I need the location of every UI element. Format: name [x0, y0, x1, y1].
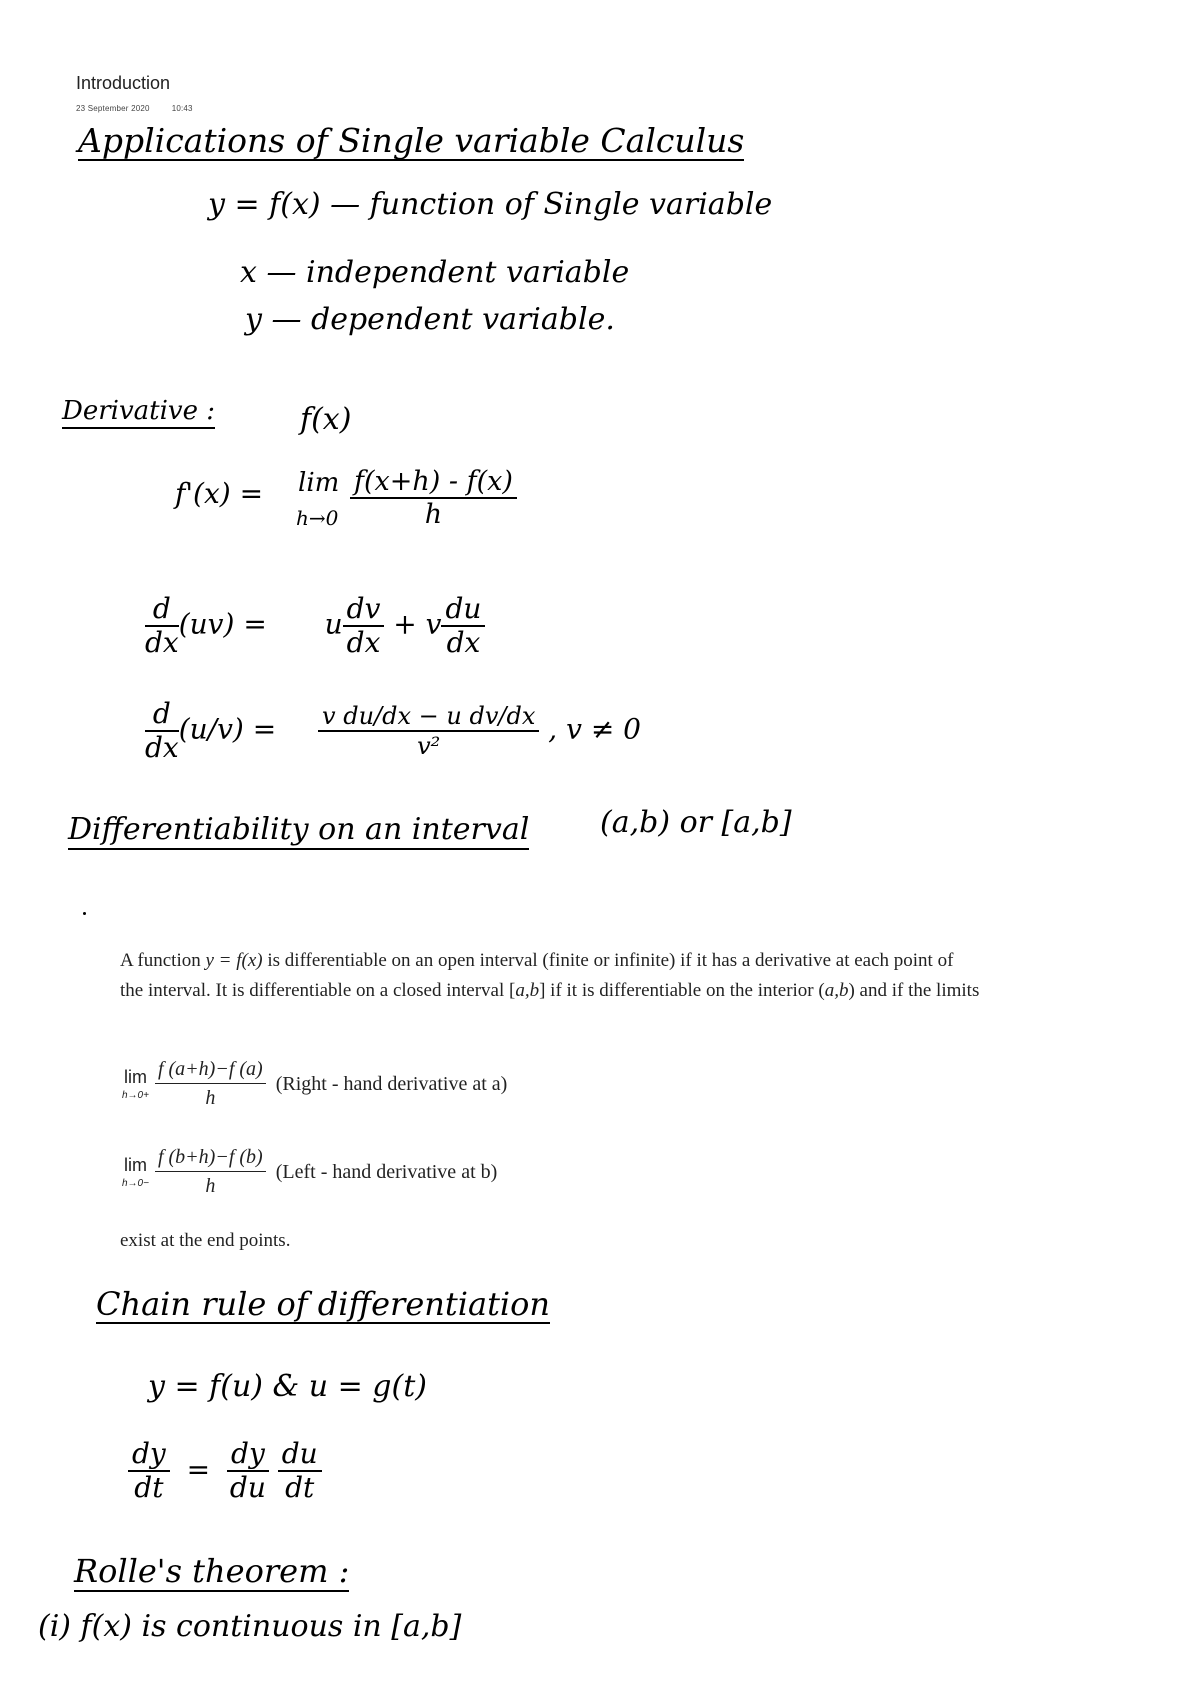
right-limit-subscript: h→0+: [122, 1090, 149, 1101]
limit-subscript: h→0: [296, 506, 339, 530]
product-dv: dv: [343, 595, 385, 627]
dependent-variable-note: y — dependent variable.: [245, 302, 615, 337]
product-u: u: [324, 607, 343, 641]
left-denominator: h: [205, 1175, 216, 1197]
right-hand-derivative: lim h→0+ $\frac{f (a+h)-f (a)}{h}$ (Right - hand derivative at a): [122, 1058, 508, 1109]
quotient-condition: , v ≠ 0: [548, 712, 641, 746]
heading-chain-rule: Chain rule of differentiation: [96, 1285, 551, 1323]
quotient-rule: $\frac{d}{dx}$ (u/v) = $\frac{\text{v du/dx − u dv/dx}}{\text{v²}}$ , v ≠ 0: [145, 697, 641, 764]
quotient-denominator: v²: [417, 732, 441, 760]
left-note: (Left - hand derivative at b): [275, 1160, 498, 1183]
product-plus-v: + v: [393, 607, 442, 641]
product-dx: dx: [145, 626, 179, 659]
left-limit-subscript: h→0−: [122, 1178, 149, 1189]
difference-numerator: f(x+h) - f(x): [350, 468, 517, 499]
product-d: d: [145, 595, 179, 627]
closing-sentence: exist at the end points.: [120, 1230, 291, 1251]
difference-quotient: [350, 468, 517, 528]
product-uv: (uv) =: [178, 607, 267, 641]
heading-rolles-theorem: Rolle's theorem :: [74, 1552, 350, 1590]
heading-differentiability: Differentiability on an interval: [68, 815, 529, 850]
limit-word: lim: [298, 468, 340, 498]
function-definition: y = f(x) — function of Single variable: [208, 187, 773, 222]
product-rule: $\frac{d}{dx}$ (uv) = u $\frac{dv}{dx}$ + v $\frac{du}{dx}$: [145, 595, 485, 657]
chain-rule-formula: $\frac{dy}{dt}$ = $\frac{dy}{du}$ $\frac{du}{dt}$: [128, 1440, 322, 1502]
left-hand-derivative: lim h→0− $\frac{f (b+h)-f (b)}{h}$ (Left - hand derivative at b): [122, 1146, 498, 1197]
page-timestamp: [76, 104, 193, 113]
chain-definition: y = f(u) & u = g(t): [148, 1369, 427, 1404]
bullet-dot: [83, 912, 86, 915]
left-numerator: f (b+h)−f (b): [155, 1146, 266, 1172]
quotient-uv: (u/v) =: [178, 712, 277, 746]
right-numerator: f (a+h)−f (a): [155, 1058, 266, 1084]
heading-applications: Applications of Single variable Calculus: [78, 121, 745, 160]
product-du: du: [441, 595, 485, 627]
differentiability-paragraph: A function y = f(x) is differentiable on an open interval (finite or infinite) if it has a derivative at each point of the interval. It is differentiable on a closed interval [a,b] if it is differentiable on the interior (a,b) and if the limits: [120, 950, 980, 1001]
page-time: 10:43: [171, 104, 193, 113]
right-denominator: h: [205, 1087, 216, 1109]
fprime-lhs: f'(x) =: [175, 477, 264, 510]
rolle-condition-1: (i) f(x) is continuous in [a,b]: [38, 1609, 462, 1644]
fx-label: f(x): [300, 402, 352, 437]
difference-denominator: h: [424, 499, 443, 530]
page-date: 23 September 2020: [76, 104, 150, 113]
independent-variable-note: x — independent variable: [240, 255, 630, 290]
right-note: (Right - hand derivative at a): [275, 1072, 508, 1095]
quotient-numerator: v du/dx − u dv/dx: [318, 704, 539, 732]
interval-notation: (a,b) or [a,b]: [600, 805, 792, 840]
heading-derivative: Derivative :: [62, 398, 215, 429]
page-title: Introduction: [76, 73, 171, 93]
